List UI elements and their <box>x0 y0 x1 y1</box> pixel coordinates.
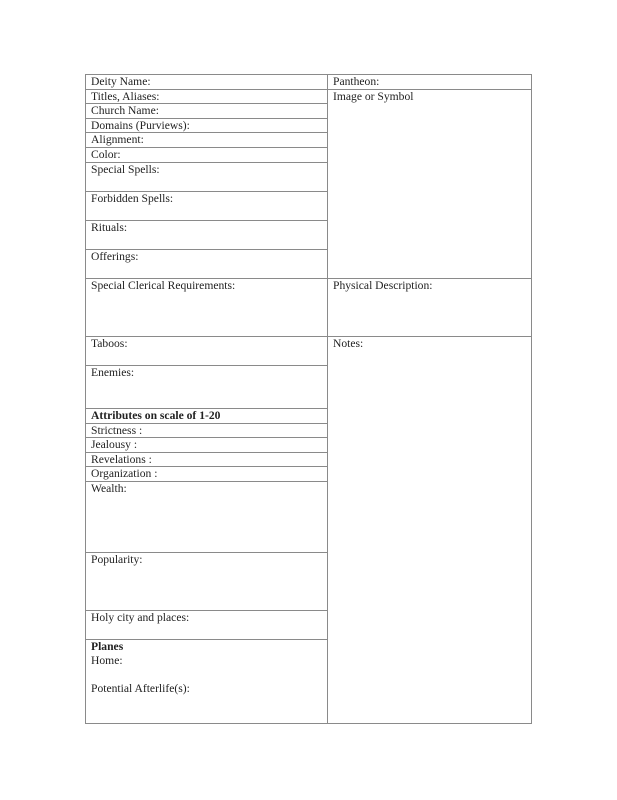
home-label: Home: <box>91 654 123 667</box>
right-column <box>327 74 532 724</box>
deity-name-label: Deity Name: <box>91 75 151 88</box>
rituals-field[interactable] <box>86 221 328 250</box>
physical-description-field[interactable] <box>328 279 531 337</box>
taboos-field[interactable] <box>86 337 328 366</box>
special-spells-label: Special Spells: <box>91 163 160 176</box>
strictness-label: Strictness : <box>91 424 143 437</box>
alignment-label: Alignment: <box>91 133 144 146</box>
notes-label: Notes: <box>333 337 364 350</box>
organization-label: Organization : <box>91 467 158 480</box>
revelations-field[interactable] <box>86 453 328 467</box>
church-name-field[interactable] <box>86 104 328 119</box>
pantheon-field[interactable] <box>328 75 531 90</box>
forbidden-spells-field[interactable] <box>86 192 328 221</box>
color-field[interactable] <box>86 148 328 163</box>
pantheon-label: Pantheon: <box>333 75 380 88</box>
popularity-label: Popularity: <box>91 553 143 566</box>
deity-sheet <box>85 74 532 724</box>
image-symbol-field[interactable] <box>328 90 531 279</box>
enemies-field[interactable] <box>86 366 328 409</box>
image-symbol-label: Image or Symbol <box>333 90 414 103</box>
offerings-field[interactable] <box>86 250 328 279</box>
planes-heading: Planes <box>91 640 124 653</box>
afterlife-label: Potential Afterlife(s): <box>91 682 190 695</box>
special-clerical-label: Special Clerical Requirements: <box>91 279 236 292</box>
revelations-label: Revelations : <box>91 453 152 466</box>
enemies-label: Enemies: <box>91 366 135 379</box>
titles-aliases-label: Titles, Aliases: <box>91 90 160 103</box>
domains-label: Domains (Purviews): <box>91 119 190 132</box>
church-name-label: Church Name: <box>91 104 159 117</box>
left-column <box>85 74 328 724</box>
notes-field[interactable] <box>328 337 531 725</box>
domains-field[interactable] <box>86 119 328 133</box>
titles-aliases-field[interactable] <box>86 90 328 104</box>
strictness-field[interactable] <box>86 424 328 438</box>
attributes-heading-row <box>86 409 328 424</box>
attributes-heading: Attributes on scale of 1-20 <box>91 409 221 422</box>
planes-section[interactable] <box>86 640 328 725</box>
physical-description-label: Physical Description: <box>333 279 433 292</box>
alignment-field[interactable] <box>86 133 328 148</box>
offerings-label: Offerings: <box>91 250 139 263</box>
deity-name-field[interactable] <box>86 75 328 90</box>
popularity-field[interactable] <box>86 553 328 611</box>
jealousy-label: Jealousy : <box>91 438 138 451</box>
special-spells-field[interactable] <box>86 163 328 192</box>
color-label: Color: <box>91 148 121 161</box>
wealth-label: Wealth: <box>91 482 127 495</box>
organization-field[interactable] <box>86 467 328 482</box>
rituals-label: Rituals: <box>91 221 128 234</box>
taboos-label: Taboos: <box>91 337 128 350</box>
wealth-field[interactable] <box>86 482 328 553</box>
holy-city-field[interactable] <box>86 611 328 640</box>
jealousy-field[interactable] <box>86 438 328 453</box>
special-clerical-field[interactable] <box>86 279 328 337</box>
holy-city-label: Holy city and places: <box>91 611 190 624</box>
forbidden-spells-label: Forbidden Spells: <box>91 192 174 205</box>
